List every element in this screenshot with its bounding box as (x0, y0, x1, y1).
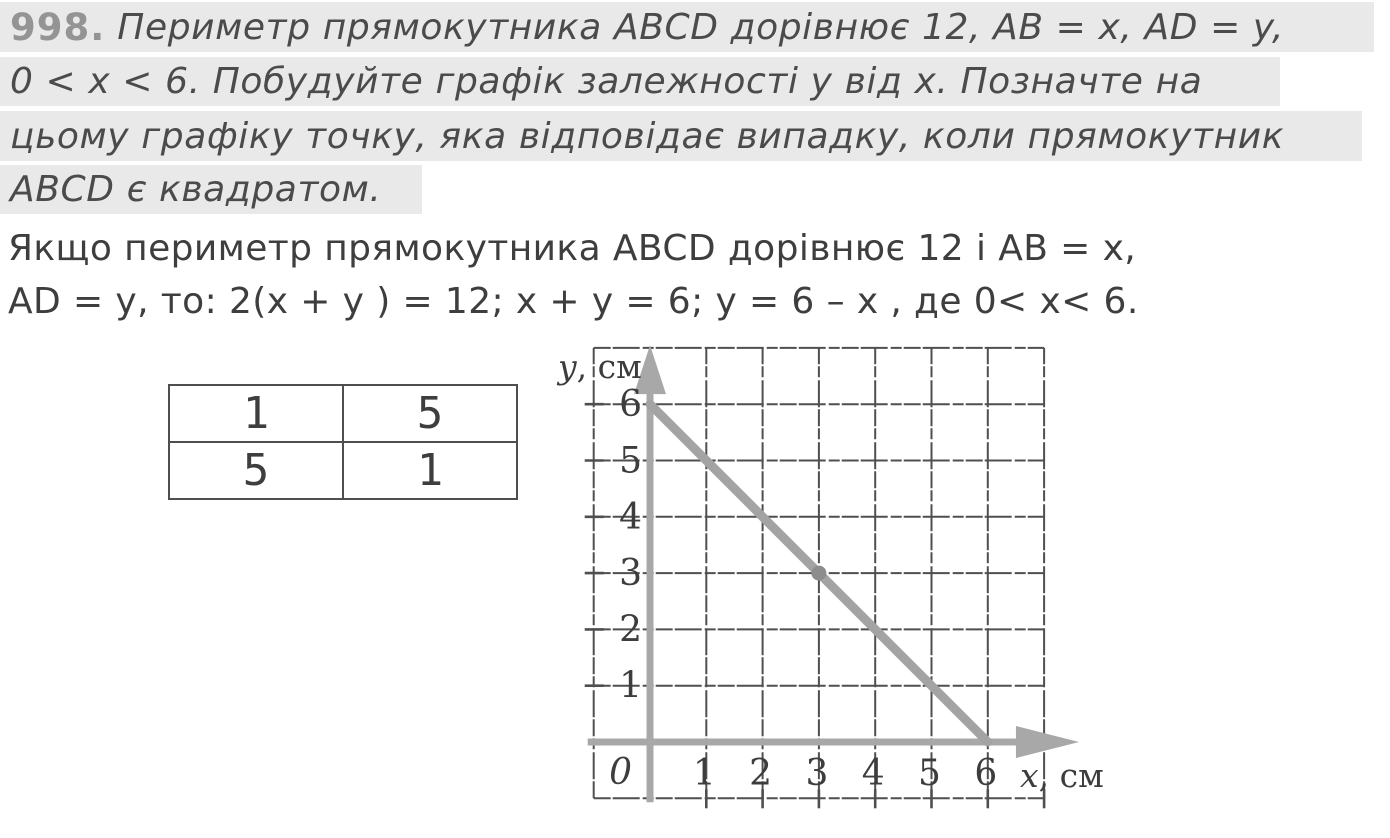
x-tick-label: 2 (749, 753, 773, 794)
problem-line-2 (0, 57, 1280, 106)
y-tick-label: 5 (619, 440, 642, 482)
problem-line-2-text: 0 < x < 6. Побудуйте графік залежності y від x. Позначте на (10, 61, 1203, 102)
value-cell: 5 (169, 442, 343, 499)
y-tick-label: 1 (619, 665, 642, 707)
x-tick-label: 3 (805, 753, 829, 794)
x-tick-label: 4 (861, 753, 885, 794)
y-tick-label: 2 (619, 609, 642, 651)
y-tick-label: 3 (619, 553, 642, 595)
problem-line-3 (0, 111, 1362, 161)
solution-line-2: AD = y, то: 2(x + y ) = 12; x + y = 6; y = 6 – x , де 0< x< 6. (8, 281, 1139, 322)
solution-line-1: Якщо периметр прямокутника ABCD дорівнює 12 і AB = x, (8, 228, 1137, 269)
x-tick-label: 6 (974, 753, 998, 794)
value-cell: 5 (343, 385, 517, 442)
problem-line-4-text: ABCD є квадратом. (10, 169, 382, 210)
problem-number: 998. (10, 5, 106, 49)
y-tick-label: 4 (619, 496, 642, 538)
x-tick-label: 5 (918, 753, 941, 794)
problem-line-1-text: Периметр прямокутника ABCD дорівнює 12, AB = x, AD = y, (117, 6, 1285, 48)
origin-label: 0 (609, 752, 632, 793)
problem-line-4 (0, 165, 422, 214)
table-row (169, 385, 517, 442)
value-cell: 1 (169, 385, 343, 442)
x-axis-arrowhead (1016, 726, 1079, 758)
y-axis-label: y, см (558, 347, 642, 386)
problem-line-3-text: цьому графіку точку, яка відповідає випадку, коли прямокутник (10, 115, 1285, 157)
problem-line-1 (0, 2, 1374, 52)
table-row (169, 442, 517, 499)
x-tick-label: 1 (692, 753, 716, 794)
x-axis-label: x, см (1020, 756, 1104, 795)
y-tick-label: 6 (619, 384, 642, 426)
edge-ticks (585, 404, 1044, 808)
graph (552, 332, 1132, 817)
marked-point (811, 566, 826, 581)
values-table (168, 384, 518, 500)
value-cell: 1 (343, 442, 517, 499)
